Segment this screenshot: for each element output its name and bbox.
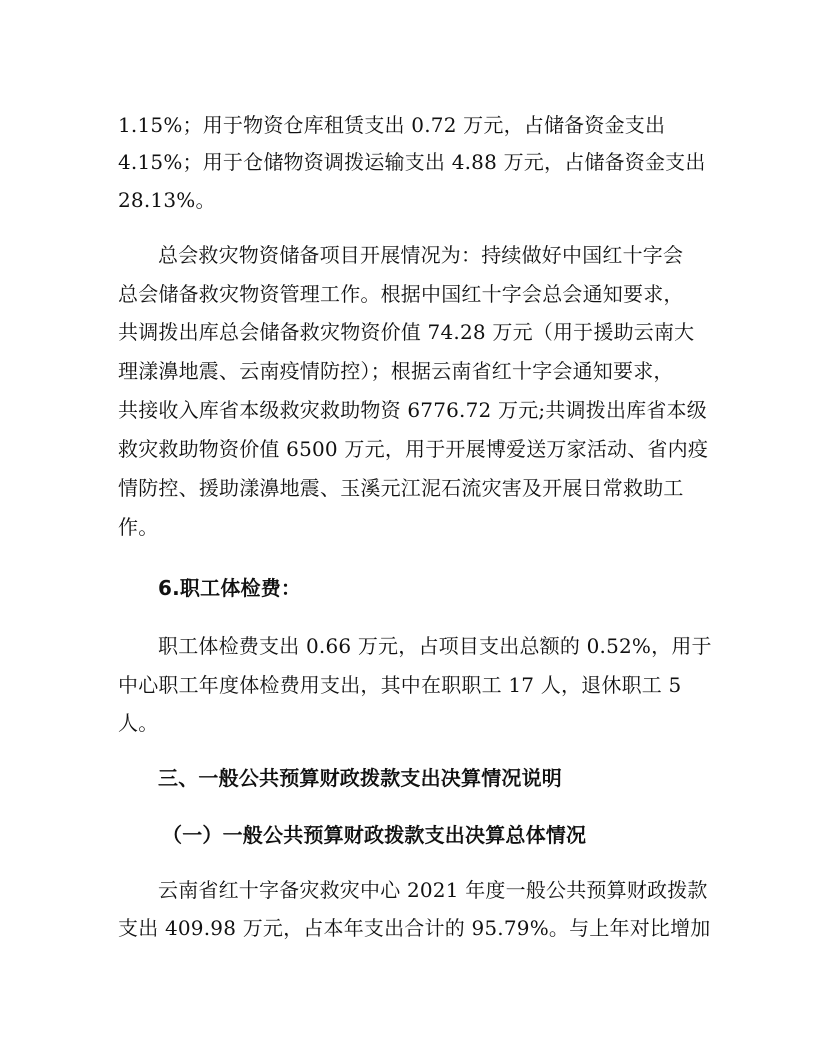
paragraph-line: 作。 (118, 515, 159, 539)
subsection-heading: （一）一般公共预算财政拨款支出决算总体情况 (162, 823, 587, 847)
paragraph-line: 救灾救助物资价值 6500 万元，用于开展博爱送万家活动、省内疫 (118, 437, 709, 461)
paragraph-line: 情防控、援助漾濞地震、玉溪元江泥石流灾害及开展日常救助工 (118, 476, 684, 500)
paragraph-line: 总会救灾物资储备项目开展情况为：持续做好中国红十字会 (158, 243, 684, 267)
paragraph-line: 云南省红十字备灾救灾中心 2021 年度一般公共预算财政拨款 (158, 878, 708, 902)
paragraph-line: 1.15%；用于物资仓库租赁支出 0.72 万元，占储备资金支出 (118, 113, 666, 137)
paragraph-line: 中心职工年度体检费用支出，其中在职职工 17 人，退休职工 5 (118, 673, 682, 697)
section-heading: 三、一般公共预算财政拨款支出决算情况说明 (158, 766, 562, 790)
paragraph-line: 4.15%；用于仓储物资调拨运输支出 4.88 万元，占储备资金支出 (118, 150, 706, 174)
paragraph-line: 总会储备救灾物资管理工作。根据中国红十字会总会通知要求， (118, 282, 684, 306)
paragraph-line: 28.13%。 (118, 188, 216, 212)
paragraph-line: 人。 (118, 711, 159, 735)
paragraph-line: 理漾濞地震、云南疫情防控）；根据云南省红十字会通知要求， (118, 359, 674, 383)
paragraph-line: 职工体检费支出 0.66 万元，占项目支出总额的 0.52%，用于 (158, 634, 712, 658)
paragraph-line: 共接收入库省本级救灾救助物资 6776.72 万元;共调拨出库省本级 (118, 398, 707, 422)
paragraph-line: 支出 409.98 万元，占本年支出合计的 95.79%。与上年对比增加 (118, 916, 711, 940)
paragraph-line: 共调拨出库总会储备救灾物资价值 74.28 万元（用于援助云南大 (118, 320, 695, 344)
section-heading: 6.职工体检费： (158, 576, 302, 600)
